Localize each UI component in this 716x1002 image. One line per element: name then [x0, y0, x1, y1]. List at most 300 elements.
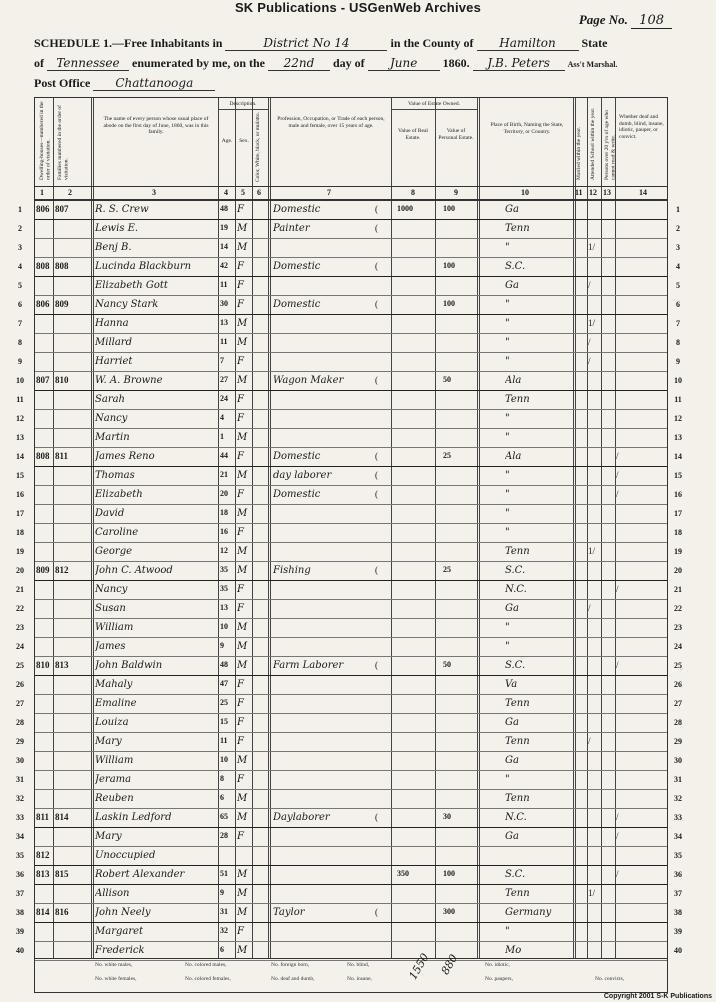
row-rule: [35, 219, 667, 220]
col10-heading: Place of Birth, Naming the State, Territory, or Country.: [490, 122, 564, 135]
post-office-label: Post Office: [34, 76, 91, 90]
cell-age: 25: [220, 698, 228, 707]
cell-sex: M: [237, 660, 248, 671]
line-number: 20: [674, 566, 682, 575]
cell-school: /: [588, 280, 591, 290]
cell-birth: S.C.: [505, 565, 526, 576]
line-number: 14: [16, 452, 24, 461]
cell-birth: ": [505, 774, 510, 785]
row-rule: [35, 770, 667, 771]
row-rule: [35, 466, 667, 467]
cell-name: Thomas: [95, 470, 135, 481]
enumerated-label: enumerated by me, on the: [132, 56, 265, 70]
cell-name: Martin: [95, 432, 130, 443]
line-number: 29: [674, 737, 682, 746]
cell-pers: 300: [443, 907, 455, 916]
row-rule: [35, 390, 667, 391]
cell-ditto_occ: (: [375, 907, 378, 917]
cell-name: Sarah: [95, 394, 125, 405]
county-label: in the County of: [390, 36, 474, 50]
col-divider: [587, 98, 588, 958]
cell-birth: ": [505, 641, 510, 652]
line-number: 37: [674, 889, 682, 898]
cell-name: Reuben: [95, 793, 134, 804]
col-divider: [573, 98, 576, 958]
cell-sex: F: [237, 261, 244, 272]
cell-birth: Ala: [505, 451, 522, 462]
row-rule: [35, 827, 667, 828]
cell-age: 11: [220, 337, 228, 346]
line-number: 18: [16, 528, 24, 537]
cell-occ: Domestic: [273, 261, 321, 272]
cell-age: 11: [220, 736, 228, 745]
cell-name: William: [95, 755, 134, 766]
cell-name: Jerama: [95, 774, 132, 785]
row-rule: [35, 295, 667, 296]
cell-name: James Reno: [95, 451, 155, 462]
cell-age: 47: [220, 679, 228, 688]
col13-heading: Persons over 20 y'rs of age who cannot read & write.: [604, 109, 617, 180]
line-number: 22: [16, 604, 24, 613]
footer-convicts: No. convicts,: [595, 976, 625, 982]
cell-age: 7: [220, 356, 224, 365]
row-rule: [35, 314, 667, 315]
cell-school: 1/: [588, 546, 596, 556]
line-number: 11: [16, 395, 24, 404]
cell-name: Unoccupied: [95, 850, 156, 861]
line-number: 5: [18, 281, 22, 290]
line-number: 37: [16, 889, 24, 898]
line-number: 17: [16, 509, 24, 518]
line-number: 23: [16, 623, 24, 632]
col-divider: [601, 98, 602, 958]
line-number: 22: [674, 604, 682, 613]
cell-pers: 100: [443, 261, 455, 270]
col11-heading: Married within the year.: [576, 126, 582, 180]
cell-name: George: [95, 546, 133, 557]
cell-age: 14: [220, 242, 228, 251]
cell-birth: S.C.: [505, 660, 526, 671]
cell-fam: 813: [55, 660, 69, 670]
cell-name: John C. Atwood: [95, 565, 173, 576]
cell-sex: F: [237, 394, 244, 405]
cell-fam: 811: [55, 451, 69, 461]
line-number: 6: [18, 300, 22, 309]
cell-sex: F: [237, 926, 244, 937]
col-divider: [477, 98, 480, 958]
description-heading: Description.: [229, 101, 257, 107]
cell-age: 16: [220, 527, 228, 536]
cell-age: 11: [220, 280, 228, 289]
col-divider: [268, 98, 271, 958]
cell-birth: Tenn: [505, 546, 530, 557]
line-number: 3: [676, 243, 680, 252]
cell-fam: 816: [55, 907, 69, 917]
cell-read: /: [616, 831, 619, 841]
cell-real: 1000: [397, 204, 413, 213]
cell-name: Nancy: [95, 584, 128, 595]
county-value: Hamilton: [477, 36, 579, 51]
col9-heading: Value of Personal Estate.: [438, 128, 474, 141]
column-number: 4: [224, 188, 228, 197]
row-rule: [35, 371, 667, 372]
cell-dw: 812: [36, 850, 50, 860]
cell-age: 4: [220, 413, 224, 422]
footer-colored-males: No. colored males,: [185, 962, 227, 968]
line-number: 1: [676, 205, 680, 214]
cell-pers: 25: [443, 565, 451, 574]
schedule-label: SCHEDULE 1.—Free Inhabitants in: [34, 36, 223, 50]
cell-name: Nancy Stark: [95, 299, 159, 310]
cell-dw: 808: [36, 261, 50, 271]
cell-age: 1: [220, 432, 224, 441]
group-rule: [218, 109, 268, 110]
page-number-value: 108: [631, 13, 672, 29]
cell-sex: F: [237, 831, 244, 842]
line-number: 19: [16, 547, 24, 556]
row-rule: [35, 485, 667, 486]
cell-ditto_occ: (: [375, 812, 378, 822]
row-rule: [35, 276, 667, 277]
cell-pers: 100: [443, 204, 455, 213]
cell-sex: F: [237, 527, 244, 538]
line-number: 28: [674, 718, 682, 727]
row-rule: [35, 656, 667, 657]
cell-fam: 812: [55, 565, 69, 575]
cell-name: Harriet: [95, 356, 133, 367]
footer-colored-females: No. colored females,: [185, 976, 231, 982]
col-divider: [252, 98, 253, 958]
cell-age: 51: [220, 869, 228, 878]
line-number: 20: [16, 566, 24, 575]
line-number: 39: [16, 927, 24, 936]
line-number: 38: [674, 908, 682, 917]
cell-ditto_occ: (: [375, 451, 378, 461]
page-label: Page No.: [578, 12, 628, 27]
cell-name: Hanna: [95, 318, 129, 329]
col14-heading: Whether deaf and dumb, blind, insane, idiotic, pauper, or convict.: [619, 114, 664, 140]
line-number: 9: [18, 357, 22, 366]
cell-pers: 50: [443, 660, 451, 669]
cell-birth: Tenn: [505, 223, 530, 234]
cell-dw: 811: [36, 812, 50, 822]
cell-sex: F: [237, 736, 244, 747]
cell-age: 21: [220, 470, 228, 479]
line-number: 12: [16, 414, 24, 423]
cell-name: R. S. Crew: [95, 204, 149, 215]
line-number: 27: [16, 699, 24, 708]
cell-age: 28: [220, 831, 228, 840]
cell-age: 48: [220, 660, 228, 669]
district-value: District No 14: [225, 36, 387, 51]
cell-birth: Tenn: [505, 793, 530, 804]
cell-occ: Domestic: [273, 489, 321, 500]
cell-age: 8: [220, 774, 224, 783]
cell-name: Caroline: [95, 527, 139, 538]
cell-age: 35: [220, 584, 228, 593]
cell-age: 10: [220, 622, 228, 631]
row-rule: [35, 447, 667, 448]
line-number: 38: [16, 908, 24, 917]
cell-birth: ": [505, 337, 510, 348]
footer-tally-2: 880: [438, 952, 461, 977]
cell-ditto_occ: (: [375, 489, 378, 499]
header-line-3: [34, 76, 215, 91]
line-number: 27: [674, 699, 682, 708]
cell-birth: Ga: [505, 831, 519, 842]
month-value: June: [368, 56, 440, 71]
column-number: 7: [327, 188, 331, 197]
cell-school: 1/: [588, 888, 596, 898]
cell-ditto_occ: (: [375, 204, 378, 214]
cell-birth: Tenn: [505, 736, 530, 747]
cell-sex: M: [237, 242, 248, 253]
cell-school: /: [588, 736, 591, 746]
footer-paupers: No. paupers,: [485, 976, 513, 982]
col6-heading: Color, White, black, or mulatto.: [255, 112, 261, 182]
line-number: 36: [16, 870, 24, 879]
cell-occ: Taylor: [273, 907, 305, 918]
line-number: 39: [674, 927, 682, 936]
line-number: 35: [16, 851, 24, 860]
line-number: 31: [674, 775, 682, 784]
cell-sex: F: [237, 584, 244, 595]
row-rule: [35, 580, 667, 581]
cell-occ: Domestic: [273, 299, 321, 310]
line-number: 28: [16, 718, 24, 727]
cell-name: Benj B.: [95, 242, 132, 253]
summary-footer: [34, 951, 668, 993]
cell-occ: Wagon Maker: [273, 375, 344, 386]
cell-birth: ": [505, 470, 510, 481]
cell-dw: 810: [36, 660, 50, 670]
marshal-label: Ass't Marshal.: [567, 60, 618, 69]
col-divider: [391, 98, 392, 958]
cell-birth: N.C.: [505, 584, 527, 595]
row-rule: [35, 751, 667, 752]
line-number: 18: [674, 528, 682, 537]
row-rule: [35, 694, 667, 695]
header-line-2: [34, 56, 617, 71]
line-number: 34: [674, 832, 682, 841]
cell-sex: M: [237, 812, 248, 823]
cell-dw: 809: [36, 565, 50, 575]
col-divider: [218, 98, 219, 958]
line-number: 2: [18, 224, 22, 233]
col12-heading: Attended School within the year.: [590, 107, 596, 180]
column-number-row: [35, 186, 667, 201]
cell-birth: Tenn: [505, 394, 530, 405]
line-number: 40: [16, 946, 24, 955]
cell-school: /: [588, 356, 591, 366]
cell-sex: M: [237, 907, 248, 918]
line-number: 24: [16, 642, 24, 651]
col-divider: [91, 98, 94, 958]
cell-birth: ": [505, 242, 510, 253]
cell-birth: Mo: [505, 945, 522, 956]
cell-age: 18: [220, 508, 228, 517]
cell-name: Nancy: [95, 413, 128, 424]
col3-heading: The name of every person whose usual place of abode on the first day of June, 1860, was in this family.: [103, 116, 209, 135]
line-number: 2: [676, 224, 680, 233]
row-rule: [35, 713, 667, 714]
line-number: 10: [16, 376, 24, 385]
row-rule: [35, 561, 667, 562]
cell-sex: F: [237, 280, 244, 291]
cell-pers: 50: [443, 375, 451, 384]
cell-ditto_occ: (: [375, 375, 378, 385]
cell-name: Margaret: [95, 926, 144, 937]
cell-name: Robert Alexander: [95, 869, 185, 880]
cell-sex: F: [237, 356, 244, 367]
cell-name: Mary: [95, 831, 122, 842]
line-number: 7: [676, 319, 680, 328]
cell-pers: 100: [443, 869, 455, 878]
row-rule: [35, 352, 667, 353]
marshal-value: J.B. Peters: [473, 56, 565, 71]
row-rule: [35, 846, 667, 847]
cell-birth: Ala: [505, 375, 522, 386]
post-office-value: Chattanooga: [93, 76, 215, 91]
line-number: 16: [674, 490, 682, 499]
cell-name: John Neely: [95, 907, 151, 918]
column-number: 6: [257, 188, 261, 197]
cell-pers: 100: [443, 299, 455, 308]
page-number: [579, 12, 672, 28]
line-number: 21: [16, 585, 24, 594]
cell-sex: M: [237, 755, 248, 766]
day-value: 22nd: [268, 56, 330, 71]
line-number: 15: [16, 471, 24, 480]
line-number: 31: [16, 775, 24, 784]
footer-white-females: No. white females,: [95, 976, 137, 982]
row-rule: [35, 333, 667, 334]
cell-birth: S.C.: [505, 261, 526, 272]
cell-birth: Ga: [505, 603, 519, 614]
cell-age: 13: [220, 318, 228, 327]
cell-occ: Domestic: [273, 204, 321, 215]
row-rule: [35, 257, 667, 258]
line-number: 21: [674, 585, 682, 594]
cell-sex: F: [237, 717, 244, 728]
col4-heading: Age.: [221, 138, 233, 144]
row-rule: [35, 808, 667, 809]
cell-occ: Fishing: [273, 565, 311, 576]
cell-age: 24: [220, 394, 228, 403]
footer-blind: No. blind,: [347, 962, 370, 968]
cell-school: /: [588, 337, 591, 347]
cell-occ: Daylaborer: [273, 812, 330, 823]
cell-school: /: [588, 603, 591, 613]
col-divider: [53, 98, 54, 958]
cell-sex: M: [237, 622, 248, 633]
cell-fam: 814: [55, 812, 69, 822]
cell-pers: 25: [443, 451, 451, 460]
cell-birth: ": [505, 318, 510, 329]
cell-name: Millard: [95, 337, 132, 348]
cell-age: 9: [220, 888, 224, 897]
cell-age: 6: [220, 793, 224, 802]
cell-name: John Baldwin: [95, 660, 163, 671]
cell-sex: M: [237, 565, 248, 576]
column-number: 9: [454, 188, 458, 197]
cell-sex: M: [237, 793, 248, 804]
cell-ditto_occ: (: [375, 470, 378, 480]
cell-birth: Tenn: [505, 888, 530, 899]
cell-age: 19: [220, 223, 228, 232]
line-number: 24: [674, 642, 682, 651]
cell-birth: ": [505, 432, 510, 443]
cell-fam: 809: [55, 299, 69, 309]
cell-sex: M: [237, 318, 248, 329]
cell-age: 44: [220, 451, 228, 460]
line-number: 33: [16, 813, 24, 822]
line-number: 14: [674, 452, 682, 461]
cell-ditto_occ: (: [375, 261, 378, 271]
cell-sex: F: [237, 204, 244, 215]
column-number: 11: [575, 188, 583, 197]
cell-birth: ": [505, 622, 510, 633]
footer-white-males: No. white males,: [95, 962, 133, 968]
col-divider: [235, 98, 236, 958]
cell-sex: M: [237, 869, 248, 880]
cell-age: 32: [220, 926, 228, 935]
line-number: 34: [16, 832, 24, 841]
line-number: 33: [674, 813, 682, 822]
footer-foreign-born: No. foreign born,: [271, 962, 310, 968]
footer-insane: No. insane,: [347, 976, 372, 982]
cell-birth: ": [505, 356, 510, 367]
column-number: 12: [589, 188, 597, 197]
line-number: 6: [676, 300, 680, 309]
cell-sex: F: [237, 413, 244, 424]
line-number: 8: [676, 338, 680, 347]
cell-birth: ": [505, 413, 510, 424]
cell-name: W. A. Browne: [95, 375, 163, 386]
footer-idiotic: No. idiotic,: [485, 962, 510, 968]
cell-birth: ": [505, 299, 510, 310]
line-number: 23: [674, 623, 682, 632]
cell-age: 31: [220, 907, 228, 916]
census-table: [16, 97, 682, 959]
cell-age: 6: [220, 945, 224, 954]
cell-read: /: [616, 451, 619, 461]
column-number: 14: [639, 188, 647, 197]
cell-school: 1/: [588, 318, 596, 328]
cell-sex: F: [237, 603, 244, 614]
cell-birth: Ga: [505, 280, 519, 291]
cell-birth: S.C.: [505, 869, 526, 880]
line-number: 30: [16, 756, 24, 765]
row-rule: [35, 542, 667, 543]
state-label: State: [581, 36, 608, 50]
cell-age: 30: [220, 299, 228, 308]
row-rule: [35, 523, 667, 524]
cell-name: Laskin Ledford: [95, 812, 172, 823]
cell-fam: 808: [55, 261, 69, 271]
line-number: 12: [674, 414, 682, 423]
cell-read: /: [616, 489, 619, 499]
cell-sex: M: [237, 470, 248, 481]
cell-dw: 806: [36, 299, 50, 309]
cell-name: Mary: [95, 736, 122, 747]
line-number: 40: [674, 946, 682, 955]
cell-occ: Farm Laborer: [273, 660, 344, 671]
line-number: 32: [674, 794, 682, 803]
cell-birth: Germany: [505, 907, 552, 918]
cell-birth: ": [505, 489, 510, 500]
cell-name: Allison: [95, 888, 130, 899]
